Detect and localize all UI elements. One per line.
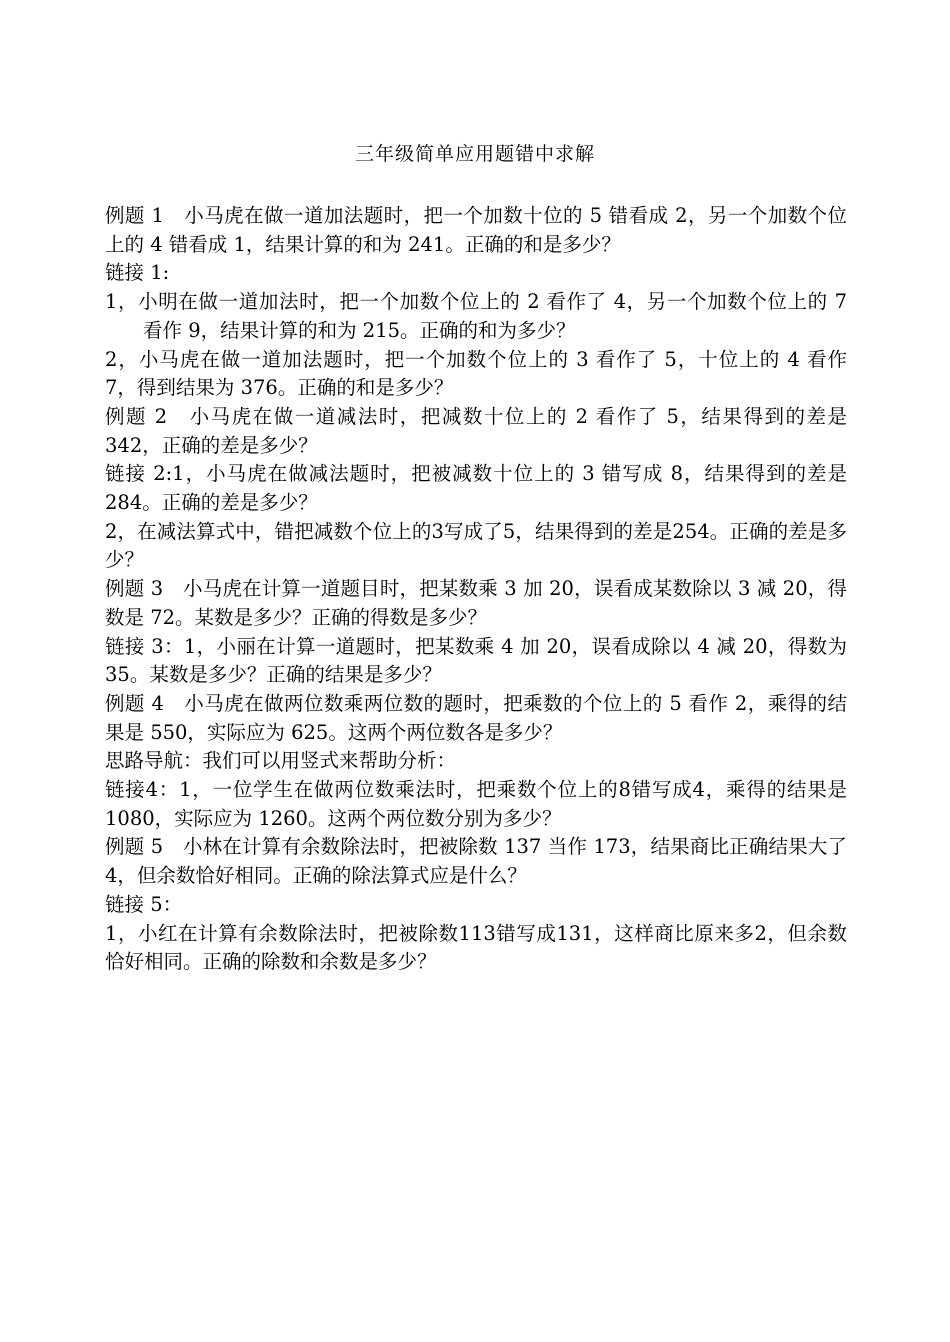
link-3-question-1: 链接 3：1，小丽在计算一道题时，把某数乘 4 加 20，误看成除以 4 减 20，得数为 35。某数是多少？正确的结果是多少？ [105,634,847,687]
link-1-question-2: 2，小马虎在做一道加法题时，把一个加数个位上的 3 看作了 5，十位上的 4 看作 7，得到结果为 376。正确的和是多少？ [105,347,847,400]
example-1-paragraph: 例题 1 小马虎在做一道加法题时，把一个加数十位的 5 错看成 2，另一个加数个位上的 4 错看成 1，结果计算的和为 241。正确的和是多少？ [105,204,847,256]
hint-paragraph: 思路导航：我们可以用竖式来帮助分析： [105,749,457,773]
link-4-question-1: 链接4：1，一位学生在做两位数乘法时，把乘数个位上的8错写成4，乘得的结果是 1080，实际应为 1260。这两个两位数分别为多少？ [105,778,847,830]
link-2-question-1: 链接 2:1，小马虎在做减法题时，把被减数十位上的 3 错写成 8，结果得到的差是 284。正确的差是多少？ [105,462,847,515]
example-5-paragraph: 例题 5 小林在计算有余数除法时，把被除数 137 当作 173，结果商比正确结果大了 4，但余数恰好相同。正确的除法算式应是什么？ [105,835,847,888]
example-2-paragraph: 例题 2 小马虎在做一道减法时，把减数十位上的 2 看作了 5，结果得到的差是 342，正确的差是多少？ [105,404,847,457]
example-3-paragraph: 例题 3 小马虎在计算一道题目时，把某数乘 3 加 20，误看成某数除以 3 减 20，得数是 72。某数是多少？正确的得数是多少？ [105,577,847,629]
link-1-question-1: 1，小明在做一道加法时，把一个加数个位上的 2 看作了 4，另一个加数个位上的 7 看作 9，结果计算的和为 215。正确的和为多少？ [105,290,847,342]
document-title: 三年级简单应用题错中求解 [354,143,595,165]
link-5-question-1: 1，小红在计算有余数除法时，把被除数113错写成131，这样商比原来多2，但余数恰好相同。正确的除数和余数是多少？ [105,921,847,974]
link-1-heading: 链接 1: [105,261,170,285]
link-5-heading: 链接 5： [105,892,183,916]
document-body [105,202,847,977]
example-4-paragraph: 例题 4 小马虎在做两位数乘两位数的题时，把乘数的个位上的 5 看作 2，乘得的结果是 550，实际应为 625。这两个两位数各是多少？ [105,691,847,744]
link-2-question-2: 2，在减法算式中，错把减数个位上的3写成了5，结果得到的差是254。正确的差是多少？ [105,519,847,572]
